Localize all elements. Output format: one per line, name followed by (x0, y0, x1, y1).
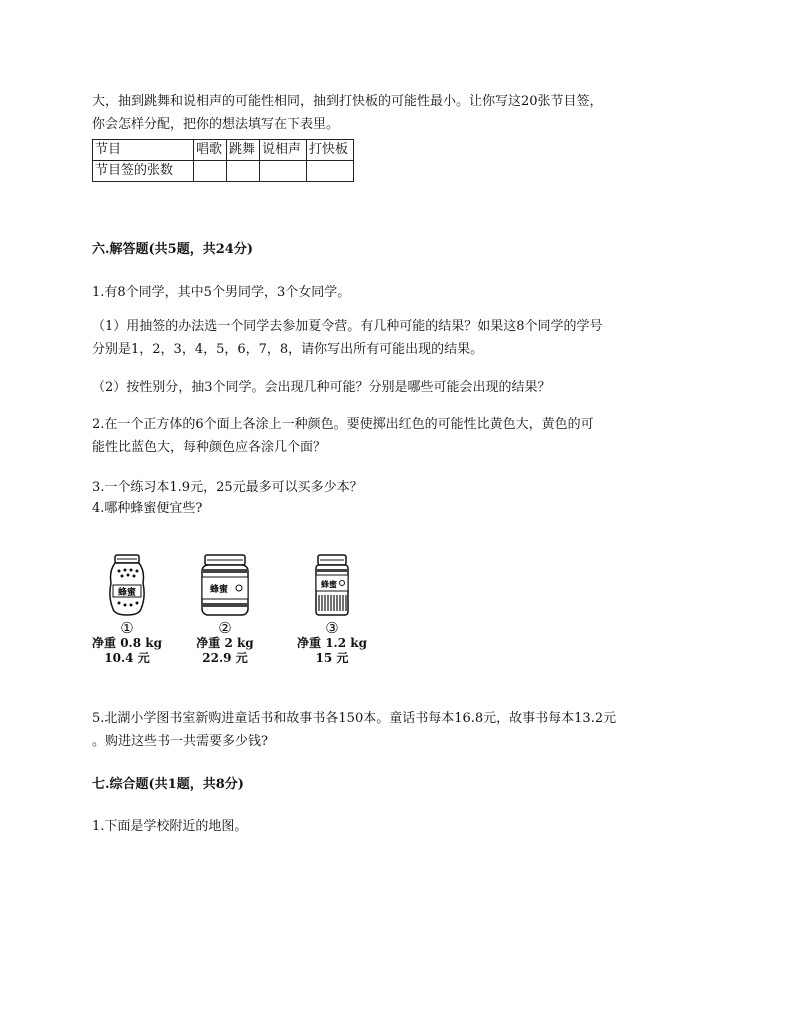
table-header-cell: 唱歌 (194, 140, 227, 161)
honey-jar-wide-icon (199, 553, 251, 617)
jar-3-price: 15 元 (315, 651, 349, 665)
question-1-part-1-line-2: 分别是1，2，3，4，5，6，7，8，请你写出所有可能出现的结果。 (92, 342, 484, 357)
jar-1-number: ① (120, 619, 134, 637)
jar-3-weight: 净重 1.2 kg (297, 636, 367, 650)
question-3: 3.一个练习本1.9元，25元最多可以买多少本？ (92, 480, 363, 495)
question-2-line-1: 2.在一个正方体的6个面上各涂上一种颜色。要使掷出红色的可能性比黄色大，黄色的可 (92, 417, 594, 432)
section-7-question-1: 1.下面是学校附近的地图。 (92, 819, 248, 834)
section-6-title: 六.解答题(共5题，共24分) (92, 242, 253, 257)
honey-jar-3 (294, 553, 370, 666)
table-header-cell: 节目 (93, 140, 194, 161)
jar-2-price: 22.9 元 (202, 651, 248, 665)
table-row-label: 节目签的张数 (93, 161, 194, 182)
intro-line-2: 你会怎样分配，把你的想法填写在下表里。 (92, 117, 340, 132)
question-4: 4.哪种蜂蜜便宜些? (92, 501, 203, 516)
question-5-line-1: 5.北湖小学图书室新购进童话书和故事书各150本。童话书每本16.8元，故事书每本13.2元 (92, 711, 617, 726)
table-answer-cell[interactable] (227, 161, 260, 182)
question-5-line-2: 。购进这些书一共需要多少钱? (92, 734, 268, 749)
table-header-cell: 打快板 (307, 140, 354, 161)
table-answer-cell[interactable] (307, 161, 354, 182)
table-header-row (93, 140, 354, 161)
jar-2-label: 蜂蜜 (209, 585, 229, 595)
jar-2-weight: 净重 2 kg (196, 636, 254, 650)
honey-jar-2 (190, 553, 260, 666)
jar-3-number: ③ (325, 619, 339, 637)
jar-1-weight: 净重 0.8 kg (92, 636, 162, 650)
intro-line-1: 大，抽到跳舞和说相声的可能性相同，抽到打快板的可能性最小。让你写这20张节目签， (92, 94, 603, 109)
honey-jar-round-icon (105, 553, 149, 617)
jar-2-number: ② (218, 619, 232, 637)
question-1-part-2: （2）按性别分，抽3个同学。会出现几种可能？分别是哪些可能会出现的结果？ (92, 380, 551, 395)
section-7-title: 七.综合题(共1题，共8分) (92, 777, 244, 792)
jar-3-label: 蜂蜜 (321, 580, 337, 589)
question-1-intro: 1.有8个同学，其中5个男同学，3个女同学。 (92, 285, 351, 300)
jar-1-label: 蜂蜜 (117, 588, 137, 598)
allocation-table (92, 139, 354, 182)
honey-jar-tall-icon (312, 553, 352, 617)
table-answer-cell[interactable] (260, 161, 307, 182)
table-header-cell: 跳舞 (227, 140, 260, 161)
table-answer-cell[interactable] (194, 161, 227, 182)
jar-1-price: 10.4 元 (104, 651, 150, 665)
honey-jar-1 (92, 553, 162, 666)
question-1-part-1-line-1: （1）用抽签的办法选一个同学去参加夏令营。有几种可能的结果？如果这8个同学的学号 (92, 319, 603, 334)
table-row (93, 161, 354, 182)
question-2-line-2: 能性比蓝色大，每种颜色应各涂几个面？ (92, 440, 327, 455)
table-header-cell: 说相声 (260, 140, 307, 161)
